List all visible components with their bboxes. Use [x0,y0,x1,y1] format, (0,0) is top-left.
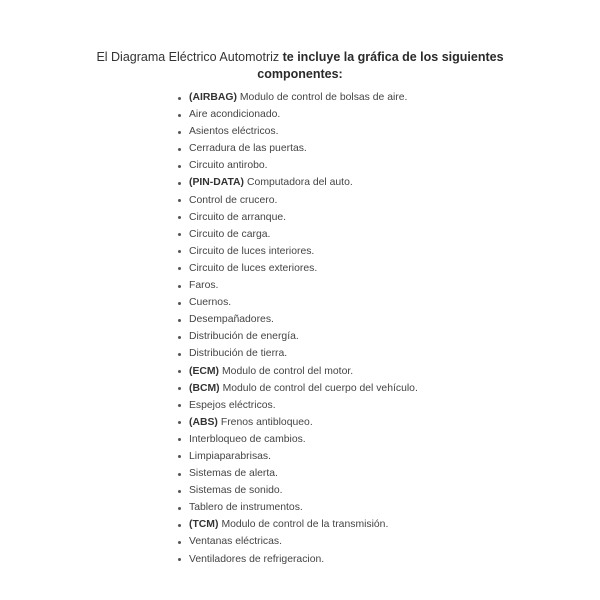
bullet-icon [178,148,181,151]
component-text: Distribución de energía. [189,331,299,343]
bullet-icon [178,404,181,407]
bullet-icon [178,353,181,356]
bullet-icon [178,97,181,100]
bullet-icon [178,131,181,134]
list-item [176,260,418,277]
bullet-icon [178,541,181,544]
list-item [176,106,418,123]
component-text: Modulo de control del motor. [222,365,354,377]
list-item [176,226,418,243]
component-text: Espejos eléctricos. [189,399,276,411]
bullet-icon [178,285,181,288]
list-item [176,431,418,448]
component-code: (ECM) [189,365,220,377]
component-text: Interbloqueo de cambios. [189,433,306,445]
list-item [176,397,418,414]
list-item [176,533,418,550]
list-item [176,89,418,106]
bullet-icon [178,558,181,561]
list-item [176,243,418,260]
component-text: Cerradura de las puertas. [189,143,307,155]
component-text: Limpiaparabrisas. [189,450,272,462]
component-text: Desempañadores. [189,314,274,326]
list-item [176,465,418,482]
list-item [176,551,418,568]
bullet-icon [178,524,181,527]
intro-paragraph [60,49,540,83]
bullet-icon [178,455,181,458]
bullet-icon [178,199,181,202]
component-text: Circuito de arranque. [189,211,287,223]
bullet-icon [178,250,181,253]
bullet-icon [178,370,181,373]
list-item [176,157,418,174]
bullet-icon [178,216,181,219]
list-item [176,123,418,140]
bullet-icon [178,387,181,390]
component-text: Circuito de carga. [189,228,271,240]
component-code: (TCM) [189,519,219,531]
component-code: (ABS) [189,416,218,428]
bullet-icon [178,182,181,185]
component-code: (PIN-DATA) [189,177,245,189]
list-item [176,140,418,157]
component-text: Modulo de control de bolsas de aire. [239,92,408,103]
bullet-icon [178,165,181,168]
component-text: Asientos eléctricos. [189,126,279,138]
component-text: Distribución de tierra. [189,348,288,360]
component-text: Sistemas de alerta. [189,468,278,480]
component-text: Faros. [189,280,219,292]
list-item [176,516,418,533]
bullet-icon [178,336,181,339]
component-text: Ventanas eléctricas. [189,536,282,548]
component-code: (BCM) [189,382,220,394]
list-item [176,345,418,362]
list-item [176,499,418,516]
component-code: (AIRBAG) [189,92,237,103]
component-text: Circuito de luces interiores. [189,245,315,257]
component-text: Aire acondicionado. [189,109,281,121]
component-text: Control de crucero. [189,194,278,206]
list-item [176,482,418,499]
bullet-icon [178,114,181,117]
bullet-icon [178,490,181,493]
component-text: Sistemas de sonido. [189,485,283,497]
list-item [176,414,418,431]
intro-plain-text: El Diagrama Eléctrico Automotriz [96,49,280,64]
list-item [176,380,418,397]
list-item [176,328,418,345]
component-text: Frenos antibloqueo. [220,416,313,428]
component-list [176,89,418,568]
list-item [176,277,418,294]
bullet-icon [178,507,181,510]
list-item [176,174,418,191]
intro-bold-text: te incluye la gráfica de los siguientes componentes: [257,49,504,81]
list-item [176,448,418,465]
bullet-icon [178,319,181,322]
bullet-icon [178,473,181,476]
list-item [176,192,418,209]
bullet-icon [178,233,181,236]
list-item [176,209,418,226]
bullet-icon [178,421,181,424]
component-text: Modulo de control de la transmisión. [221,519,389,531]
component-text: Ventiladores de refrigeracion. [189,553,325,565]
list-item [176,294,418,311]
component-text: Circuito de luces exteriores. [189,262,318,274]
list-item [176,311,418,328]
component-text: Computadora del auto. [247,177,353,189]
component-text: Modulo de control del cuerpo del vehículo. [222,382,418,394]
bullet-icon [178,438,181,441]
list-item [176,363,418,380]
component-text: Cuernos. [189,297,232,309]
bullet-icon [178,267,181,270]
component-text: Tablero de instrumentos. [189,502,303,514]
component-text: Circuito antirobo. [189,160,268,172]
bullet-icon [178,302,181,305]
